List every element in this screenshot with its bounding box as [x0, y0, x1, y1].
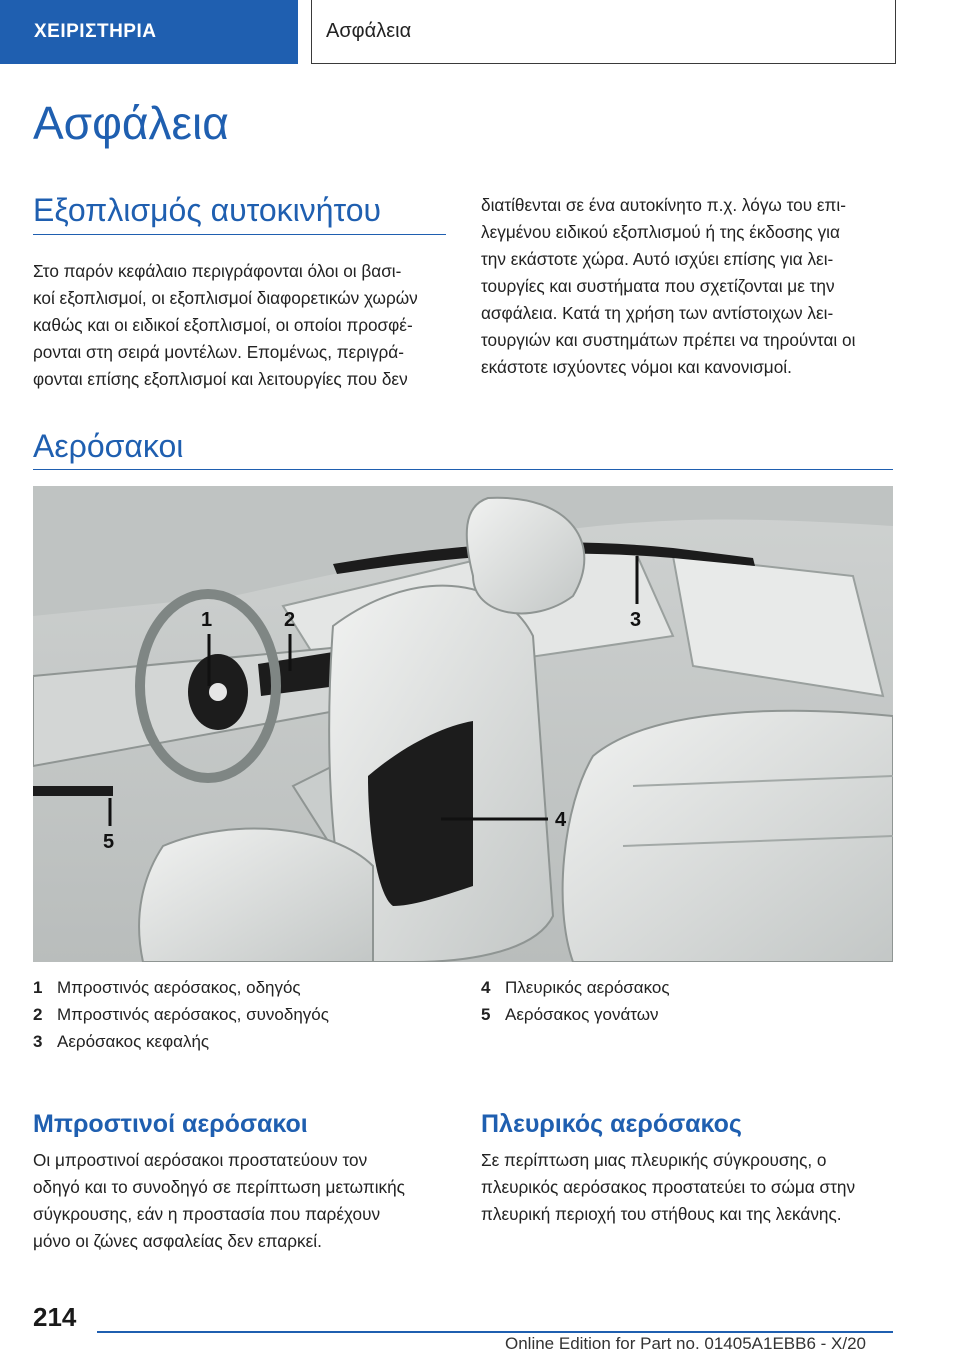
callout-5: 5 [103, 831, 115, 853]
callout-2: 2 [284, 609, 296, 631]
equipment-heading: Εξοπλισμός αυτοκινήτου [33, 192, 382, 228]
legend-number: 2 [33, 1004, 43, 1024]
text-line: λεγμένου ειδικού εξοπλισμού ή της έκδοσης για [481, 222, 840, 242]
text-line: καθώς και οι ειδικοί εξοπλισμοί, οι οποίοι προσφέ- [33, 315, 413, 335]
edition-footer: Online Edition for Part no. 01405A1EBB6 - X/20 [505, 1334, 867, 1353]
text-line: οδηγό και το συνοδηγό σε περίπτωση μετωπικής [33, 1177, 405, 1197]
text-line: κοί εξοπλισμοί, οι εξοπλισμοί διαφορετικών χωρών [33, 288, 418, 308]
text-line: εκάστοτε ισχύοντες νόμοι και κανονισμοί. [481, 357, 792, 377]
page-number: 214 [33, 1302, 77, 1332]
legend-number: 5 [481, 1004, 491, 1024]
text-line: φονται επίσης εξοπλισμοί και λειτουργίες που δεν [33, 369, 408, 389]
side-airbag-text [481, 1147, 893, 1228]
equipment-text-right [481, 192, 893, 381]
legend-number: 1 [33, 977, 43, 997]
text-line: την εκάστοτε χώρα. Αυτό ισχύει επίσης για λει- [481, 249, 834, 269]
text-line: τουργιών και συστημάτων πρέπει να τηρούνται οι [481, 330, 856, 350]
text-line: τουργίες και συστήματα που σχετίζονται με την [481, 276, 835, 296]
legend-text: Αερόσακος γονάτων [505, 1004, 659, 1024]
airbags-heading: Αερόσακοι [33, 428, 184, 464]
front-airbags-heading: Μπροστινοί αερόσακοι [33, 1110, 308, 1138]
legend-text: Μπροστινός αερόσακος, συνοδηγός [57, 1004, 329, 1024]
footer-rule [97, 1331, 893, 1333]
page-title: Ασφάλεια [33, 97, 229, 149]
callout-1: 1 [201, 609, 213, 631]
text-line: μόνο οι ζώνες ασφαλείας δεν επαρκεί. [33, 1231, 322, 1251]
side-airbag-heading: Πλευρικός αερόσακος [481, 1110, 742, 1138]
callout-4: 4 [555, 809, 567, 831]
legend-number: 3 [33, 1031, 43, 1051]
text-line: πλευρική περιοχή του στήθους και της λεκάνης. [481, 1204, 842, 1224]
legend-number: 4 [481, 977, 491, 997]
airbag-legend-left [33, 974, 329, 1055]
legend-item [481, 974, 670, 1001]
legend-item [33, 974, 329, 1001]
front-airbags-text [33, 1147, 451, 1255]
section-tab[interactable]: Ασφάλεια [311, 0, 896, 64]
text-line: Σε περίπτωση μιας πλευρικής σύγκρουσης, ο [481, 1150, 827, 1170]
text-line: πλευρικός αερόσακος προστατεύει το σώμα στην [481, 1177, 856, 1197]
text-line: Στο παρόν κεφάλαιο περιγράφονται όλοι οι βασι- [33, 261, 402, 281]
text-line: σύγκρουσης, εάν η προστασία που παρέχουν [33, 1204, 381, 1224]
legend-text: Αερόσακος κεφαλής [57, 1031, 210, 1051]
text-line: ασφάλεια. Κατά τη χρήση των αντίστοιχων λει- [481, 303, 834, 323]
legend-item [33, 1001, 329, 1028]
airbags-heading-rule [33, 469, 893, 470]
equipment-heading-rule [33, 234, 446, 235]
airbag-illustration [33, 486, 893, 962]
equipment-text-left [33, 258, 451, 393]
text-line: διατίθενται σε ένα αυτοκίνητο π.χ. λόγω του επι- [481, 195, 846, 215]
legend-text: Πλευρικός αερόσακος [505, 977, 670, 997]
car-interior-drawing [33, 486, 893, 962]
chapter-tab[interactable]: ΧΕΙΡΙΣΤΗΡΙΑ [0, 0, 298, 64]
airbag-legend-right [481, 974, 670, 1028]
legend-item [33, 1028, 329, 1055]
text-line: Οι μπροστινοί αερόσακοι προστατεύουν τον [33, 1150, 368, 1170]
callout-3: 3 [630, 609, 642, 631]
legend-item [481, 1001, 670, 1028]
legend-text: Μπροστινός αερόσακος, οδηγός [57, 977, 301, 997]
text-line: ρονται στη σειρά μοντέλων. Επομένως, περιγρά- [33, 342, 404, 362]
